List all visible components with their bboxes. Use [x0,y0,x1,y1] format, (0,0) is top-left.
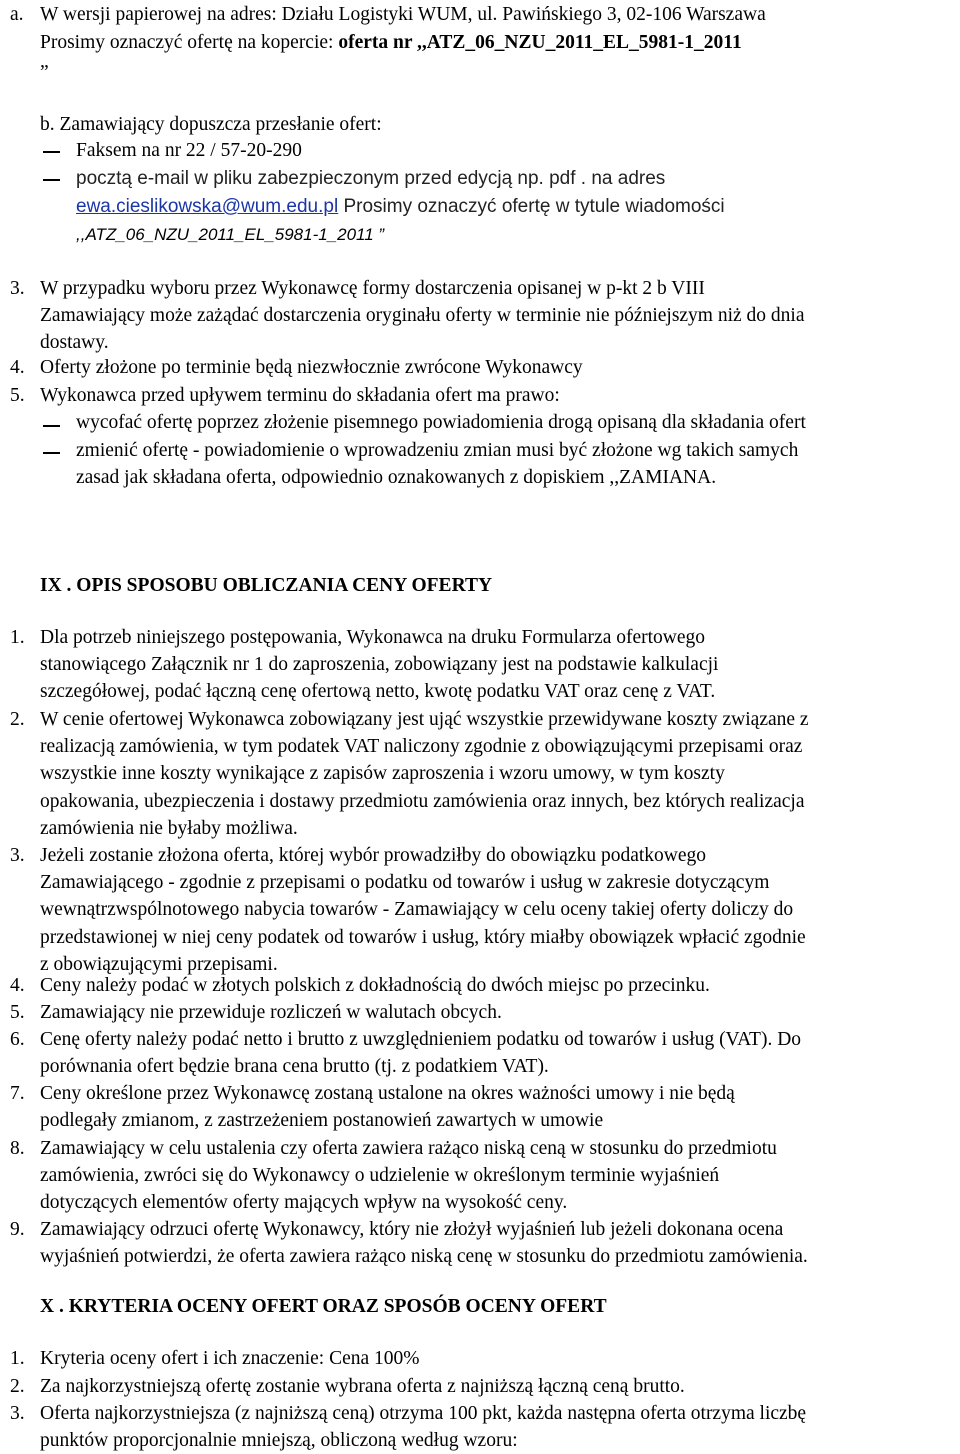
list-item-line: Zamawiający może zażądać dostarczenia oryginału oferty w terminie nie późniejszym niż do dnia [40,305,805,327]
list-item-number: 4. [10,357,25,378]
list-item-line: Oferta najkorzystniejsza (z najniższą ceną) otrzyma 100 pkt, każda następna oferta otrzyma liczbę [40,1403,807,1424]
list-item-line: wewnątrzwspólnotowego nabycia towarów - Zamawiający w celu oceny takiej oferty doliczy do [40,899,794,921]
list-item-number: 6. [10,1029,25,1050]
email-address-link[interactable]: ewa.cieslikowska@wum.edu.pl [76,196,339,217]
dash-bullet [43,452,60,454]
list-item-number: 7. [10,1083,25,1104]
dash-bullet [43,425,60,427]
list-item-line: zamówienia, zwróci się do Wykonawcy o udzielenie w określonym terminie wyjaśnień [40,1165,720,1187]
list-item-line: Dla potrzeb niniejszego postępowania, Wykonawca na druku Formularza ofertowego [40,627,706,648]
list-item-line: opakowania, ubezpieczenia i dostawy przedmiotu zamówienia oraz innych, bez których realizacja [40,790,805,812]
list-item-number: 5. [10,1002,25,1023]
list-item-line: stanowiącego Załącznik nr 1 do zaproszenia, zobowiązany jest na podstawie kalkulacji [40,654,719,676]
dash-bullet [43,179,60,181]
email-reference: ,,ATZ_06_NZU_2011_EL_5981-1_2011 ” [76,225,385,244]
list-item-line: Jeżeli zostanie złożona oferta, której wybór prowadziłby do obowiązku podatkowego [40,845,707,866]
list-item-line: W cenie ofertowej Wykonawca zobowiązany jest ująć wszystkie przewidywane koszty związane z [40,709,809,730]
email-line: pocztą e-mail w pliku zabezpieczonym przed edycją np. pdf . na adres [76,168,666,189]
section-a-line3: ” [40,62,49,83]
list-item-line: Cenę oferty należy podać netto i brutto z uwzględnieniem podatku od towarów i usług (VAT). Do [40,1029,802,1050]
list-item-line: W przypadku wyboru przez Wykonawcę formy dostarczenia opisanej w p-kt 2 b VIII [40,278,705,299]
list-item-line: punktów proporcjonalnie mniejszą, obliczoną według wzoru: [40,1430,518,1452]
list-item-line: przedstawionej w niej ceny podatek od towarów i usług, który miałby obowiązek wpłacić zgodnie [40,926,806,948]
list-item-line: Oferty złożone po terminie będą niezwłocznie zwrócone Wykonawcy [40,357,583,378]
section-x-heading: X . KRYTERIA OCENY OFERT ORAZ SPOSÓB OCENY OFERT [40,1296,607,1317]
section-b-intro-text: Zamawiający dopuszcza przesłanie ofert: [59,114,382,135]
list-item-line: Kryteria oceny ofert i ich znaczenie: Cena 100% [40,1348,420,1369]
list-item-number: 4. [10,975,25,996]
list-item-number: 1. [10,627,25,648]
list-item-number: 2. [10,709,25,730]
section-b-label: b. [40,114,55,135]
section-a-line1: W wersji papierowej na adres: Działu Logistyki WUM, ul. Pawińskiego 3, 02-106 Warszawa [40,4,766,25]
list-item-number: 3. [10,1403,25,1424]
list-item-line: wszystkie inne koszty wynikające z zapisów zaproszenia i wzoru umowy, w tym koszty [40,763,725,785]
section-ix-heading: IX . OPIS SPOSOBU OBLICZANIA CENY OFERTY [40,575,493,596]
section-a-line2 [40,30,742,56]
item5-bullet-1: wycofać ofertę poprzez złożenie pisemnego powiadomienia drogą opisaną dla składania ofert [76,412,806,433]
list-item-line: realizacją zamówienia, w tym podatek VAT naliczony zgodnie z obowiązującymi przepisami oraz [40,736,803,758]
list-item-line: Zamawiający w celu ustalenia czy oferta zawiera rażąco niską ceną w stosunku do przedmiotu [40,1138,777,1159]
list-item-line: Za najkorzystniejszą ofertę zostanie wybrana oferta z najniższą łączną ceną brutto. [40,1376,685,1397]
list-item-number: 5. [10,385,25,406]
list-item-line: podlegały zmianom, z zastrzeżeniem postanowień zawartych w umowie [40,1110,604,1132]
item5-bullet-2-cont: zasad jak składana oferta, odpowiednio oznakowanych z dopiskiem ,,ZAMIANA. [76,467,717,488]
list-item-line: porównania ofert będzie brana cena brutto (tj. z podatkiem VAT). [40,1056,549,1078]
list-item-number: 1. [10,1348,25,1369]
list-item-number: 3. [10,278,25,299]
fax-line: Faksem na nr 22 / 57-20-290 [76,140,302,161]
list-item-line: wyjaśnień potwierdzi, że oferta zawiera rażąco niską cenę w stosunku do przedmiotu zamówienia. [40,1246,808,1268]
list-item-line: dotyczących elementów oferty mających wpływ na wysokość ceny. [40,1192,568,1214]
list-item-line: zamówienia nie byłaby możliwa. [40,817,298,839]
list-item-number: 3. [10,845,25,866]
list-item-number: 9. [10,1219,25,1240]
list-item-line: Wykonawca przed upływem terminu do składania ofert ma prawo: [40,385,560,406]
email-address-line [76,194,725,220]
list-item-line: Ceny określone przez Wykonawcę zostaną ustalone na okres ważności umowy i nie będą [40,1083,735,1104]
dash-bullet [43,151,60,153]
item5-bullet-2: zmienić ofertę - powiadomienie o wprowadzeniu zmian musi być złożone wg takich samych [76,440,799,461]
list-item-line: Ceny należy podać w złotych polskich z dokładnością do dwóch miejsc po przecinku. [40,975,710,996]
list-item-line: Zamawiającego - zgodnie z przepisami o podatku od towarów i usług w zakresie dotyczącym [40,872,770,894]
list-item-number: 8. [10,1138,25,1159]
email-instruction: Prosimy oznaczyć ofertę w tytule wiadomości [338,196,725,217]
list-item-line: Zamawiający odrzuci ofertę Wykonawcy, który nie złożył wyjaśnień lub jeżeli dokonana ocena [40,1219,784,1240]
list-item-line: szczegółowej, podać łączną cenę ofertową netto, kwotę podatku VAT oraz cenę z VAT. [40,681,716,703]
list-item-number: 2. [10,1376,25,1397]
section-a-label: a. [10,4,24,25]
section-a-line2-prefix: Prosimy oznaczyć ofertę na kopercie: [40,32,339,53]
list-item-line: dostawy. [40,332,109,354]
offer-reference: oferta nr ,,ATZ_06_NZU_2011_EL_5981-1_2011 [338,32,742,53]
list-item-line: Zamawiający nie przewiduje rozliczeń w walutach obcych. [40,1002,502,1023]
section-b-intro [40,112,382,138]
list-item-line: z obowiązującymi przepisami. [40,953,278,975]
